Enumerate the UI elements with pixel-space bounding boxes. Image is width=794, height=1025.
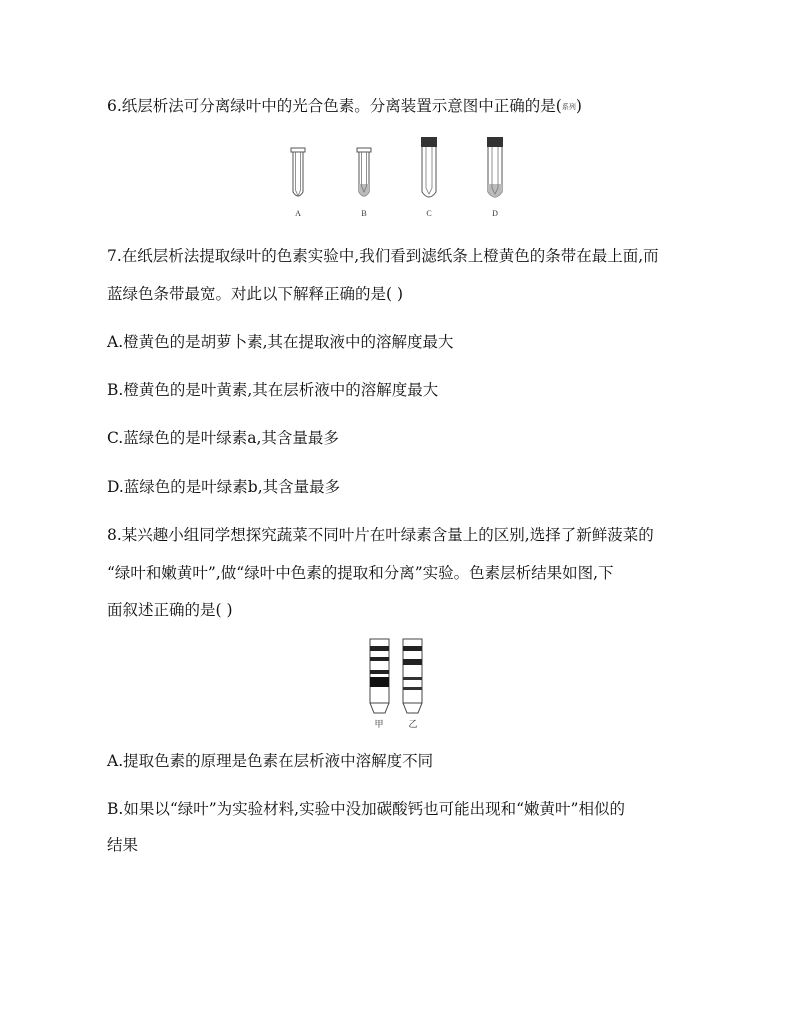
tube-label-d: D — [492, 209, 498, 218]
q6-tubes-figure — [280, 134, 520, 224]
q7-option-a: A.橙黄色的是胡萝卜素,其在提取液中的溶解度最大 — [107, 333, 454, 351]
tube-a — [291, 148, 305, 196]
tube-label-c: C — [426, 209, 432, 218]
q8-option-b-line1: B.如果以“绿叶”为实验材料,实验中没加碳酸钙也可能出现和“嫩黄叶”相似的 — [107, 800, 625, 818]
q7-option-d: D.蓝绿色的是叶绿素b,其含量最多 — [107, 478, 341, 496]
q6-close: ) — [575, 97, 582, 115]
q7-option-b: B.橙黄色的是叶黄素,其在层析液中的溶解度最大 — [107, 381, 439, 399]
q8-stem-line2: “绿叶和嫩黄叶”,做“绿叶中色素的提取和分离”实验。色素层析结果如图,下 — [107, 564, 614, 582]
strip-label-yi: 乙 — [408, 719, 418, 729]
strip-jia — [370, 639, 389, 713]
q7-option-c: C.蓝绿色的是叶绿素a,其含量最多 — [107, 429, 339, 447]
q8-stem-line1: 8.某兴趣小组同学想探究蔬菜不同叶片在叶绿素含量上的区别,选择了新鲜菠菜的 — [107, 526, 654, 544]
q6-stem — [107, 96, 582, 117]
q7-stem-line1: 7.在纸层析法提取绿叶的色素实验中,我们看到滤纸条上橙黄色的条带在最上面,而 — [107, 247, 659, 265]
q7-stem-line2: 蓝绿色条带最宽。对此以下解释正确的是( ) — [107, 285, 404, 303]
strip-yi — [403, 639, 422, 713]
q6-text: 6.纸层析法可分离绿叶中的光合色素。分离装置示意图中正确的是( — [107, 97, 562, 115]
tube-label-b: B — [361, 209, 367, 218]
q8-strips-figure — [362, 637, 432, 732]
q6-tiny-mark: 系列 — [561, 103, 576, 111]
tube-label-a: A — [295, 209, 301, 218]
q8-option-b-line2: 结果 — [107, 836, 139, 854]
tube-d — [487, 137, 503, 197]
tube-b — [357, 148, 371, 196]
strip-label-jia: 甲 — [374, 719, 384, 729]
q8-option-a: A.提取色素的原理是色素在层析液中溶解度不同 — [107, 752, 434, 770]
tube-c — [421, 137, 437, 197]
q8-stem-line3: 面叙述正确的是( ) — [107, 601, 233, 619]
